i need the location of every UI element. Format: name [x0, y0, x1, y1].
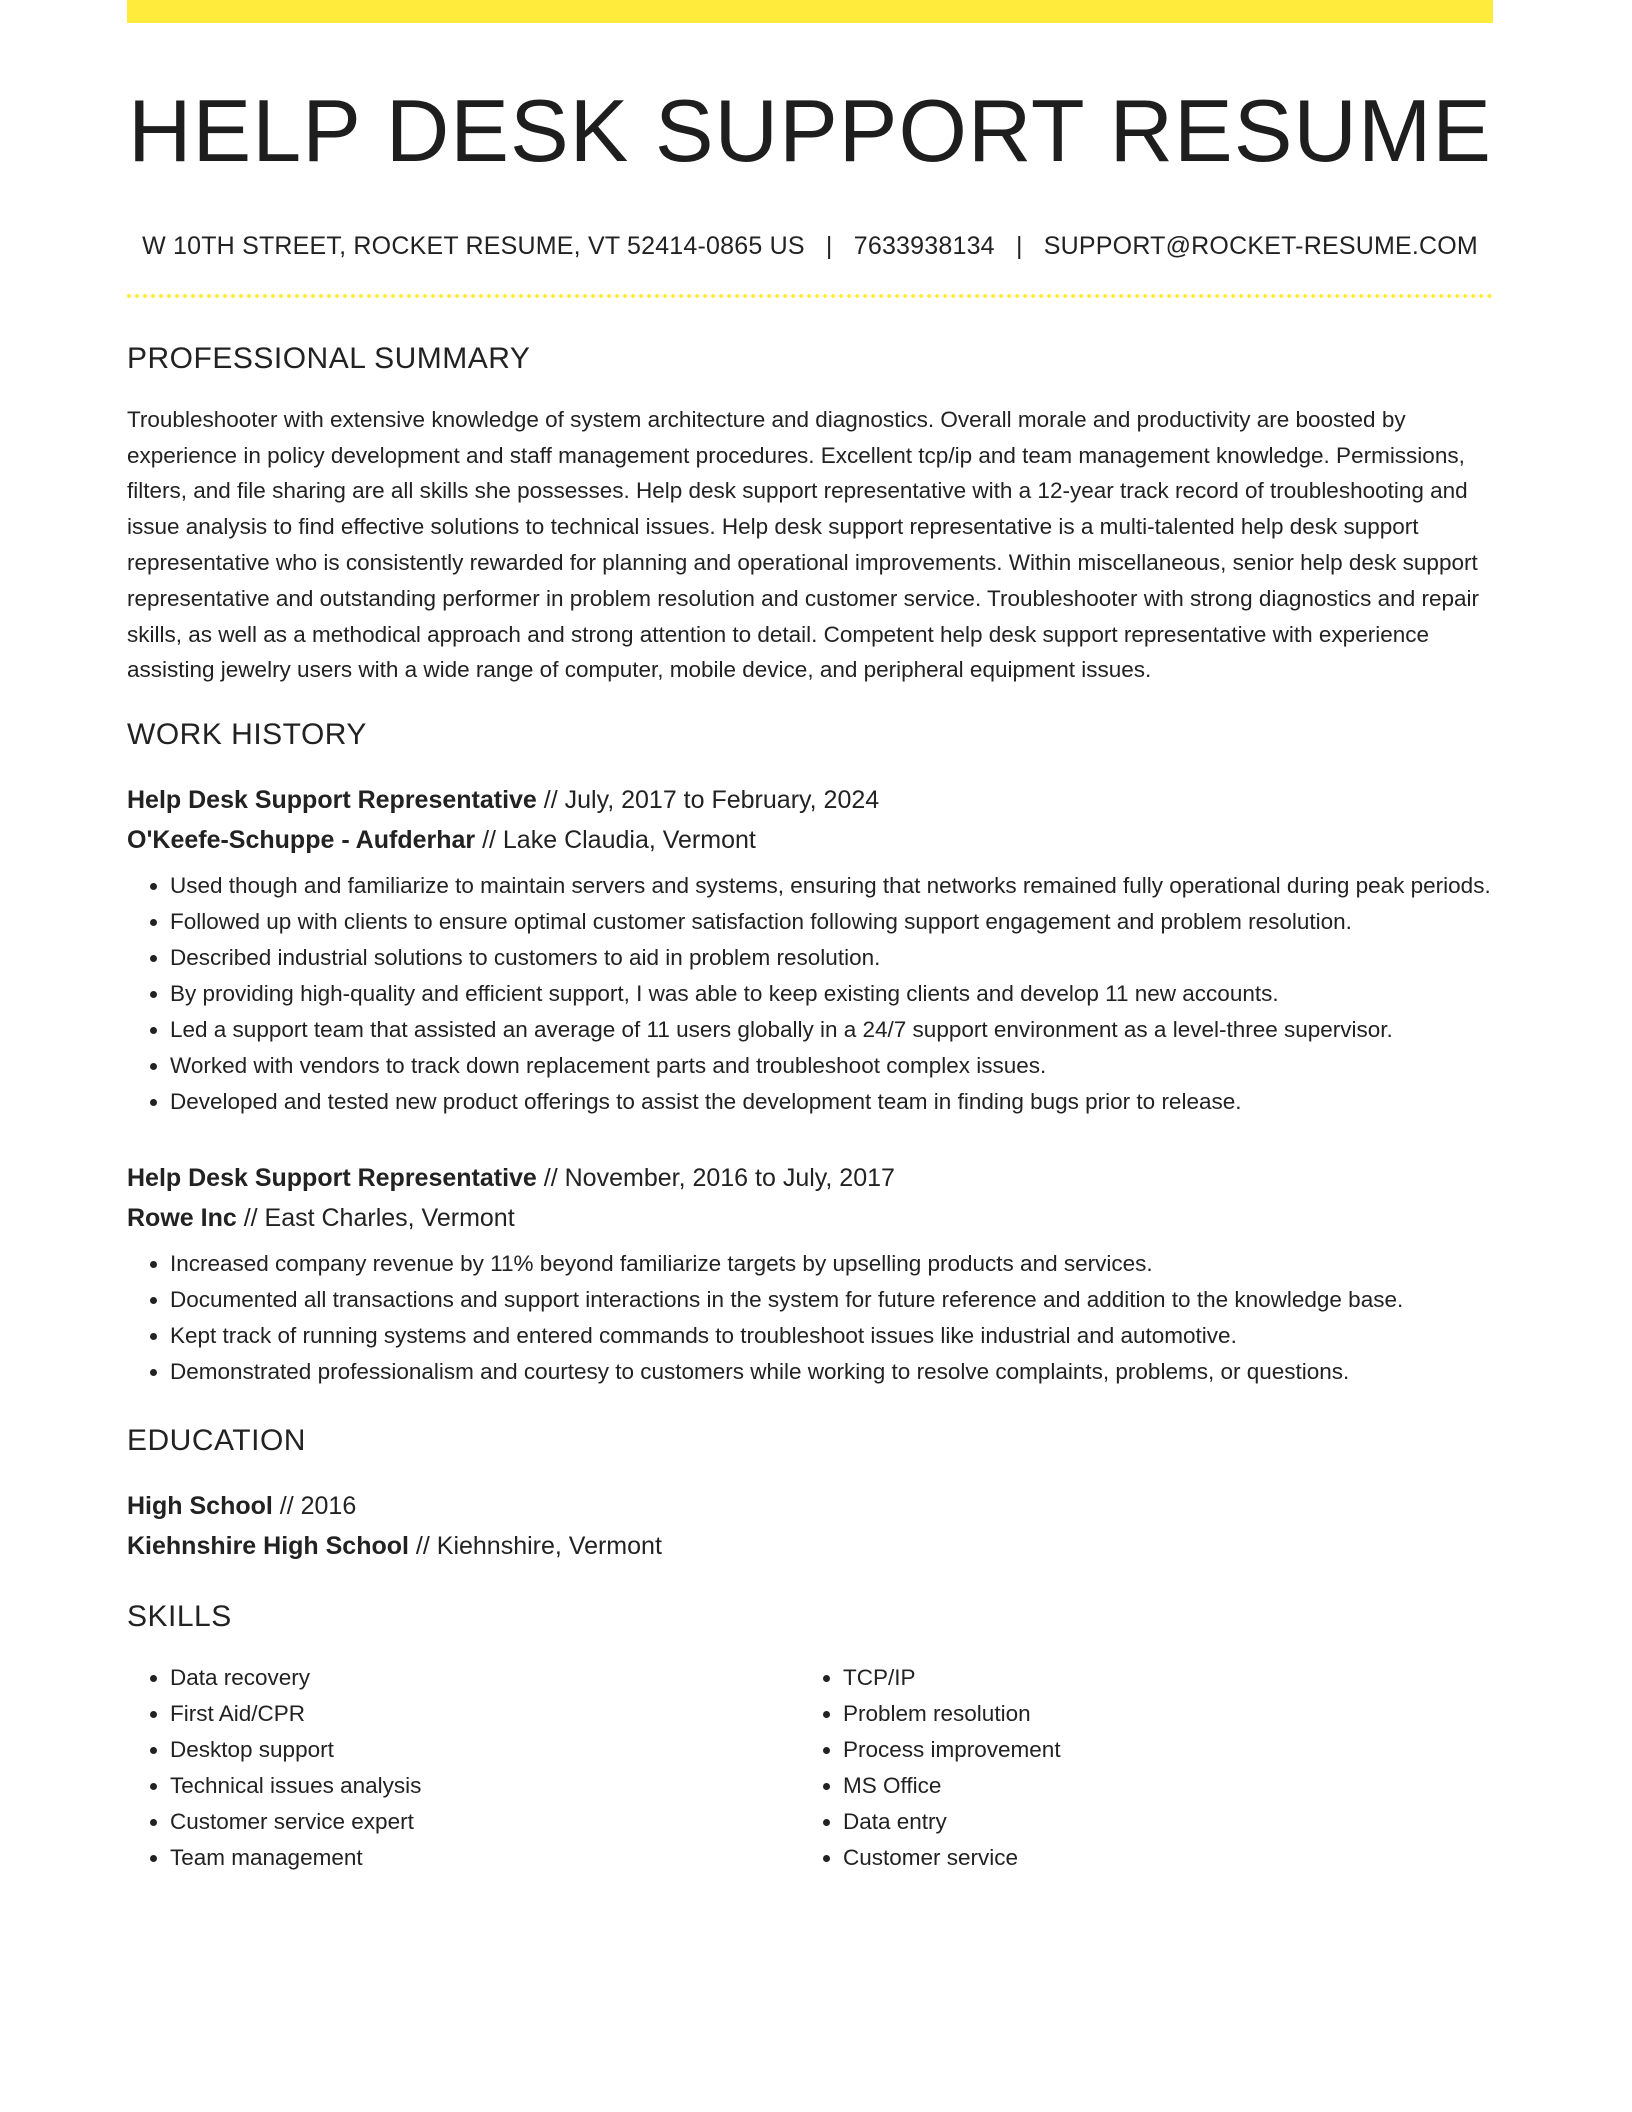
skill-item: • TCP/IP: [843, 1660, 1473, 1696]
address: W 10TH STREET, ROCKET RESUME, VT 52414-0865 US: [142, 231, 805, 260]
job-bullet: • Used though and familiarize to maintain servers and systems, ensuring that networks remained fully operational during peak periods.: [170, 868, 1493, 904]
summary-heading: PROFESSIONAL SUMMARY: [127, 341, 531, 375]
job-bullet: • Documented all transactions and support interactions in the system for future reference and addition to the knowledge base.: [170, 1282, 1493, 1318]
skill-item: • Desktop support: [170, 1732, 800, 1768]
skills-column-left: [127, 1660, 800, 1876]
job-location: // East Charles, Vermont: [236, 1204, 515, 1233]
job-bullet: • Increased company revenue by 11% beyond familiarize targets by upselling products and services.: [170, 1246, 1493, 1282]
job-company: O'Keefe-Schuppe - Aufderhar: [127, 826, 476, 855]
job-role: Help Desk Support Representative: [127, 786, 537, 815]
job-bullet: • By providing high-quality and efficient support, I was able to keep existing clients and develop 11 new accounts.: [170, 976, 1493, 1012]
resume-title: HELP DESK SUPPORT RESUME: [128, 81, 1492, 180]
education-location: // Kiehnshire, Vermont: [408, 1532, 662, 1561]
job-bullets: [127, 1246, 1493, 1390]
skill-item: • Customer service: [843, 1840, 1473, 1876]
job-company-line: [127, 820, 1493, 860]
contact-separator: |: [825, 231, 833, 260]
education-entry: [127, 1486, 1493, 1566]
summary-text: Troubleshooter with extensive knowledge of system architecture and diagnostics. Overall morale and productivity are boosted by experience in policy development and staff management procedures. Excellent tcp/ip and team management knowledge. Permissions, filters, and file sharing are all skills she possesses. Help desk support representative with a 12-year track record of troubleshooting and issue analysis to find effective solutions to technical issues. Help desk support representative is a multi-talented help desk support representative who is consistently rewarded for planning and operational improvements. Within miscellaneous, senior help desk support representative and outstanding performer in problem resolution and customer service. Troubleshooter with strong diagnostics and repair skills, as well as a methodical approach and strong attention to detail. Competent help desk support representative with experience assisting jewelry users with a wide range of computer, mobile device, and peripheral equipment issues.: [127, 406, 1479, 683]
resume-content: [127, 0, 1493, 1876]
skill-item: • Problem resolution: [843, 1696, 1473, 1732]
skill-item: • Customer service expert: [170, 1804, 800, 1840]
skill-item: • MS Office: [843, 1768, 1473, 1804]
skill-item: • Data recovery: [170, 1660, 800, 1696]
skill-item: • Team management: [170, 1840, 800, 1876]
education-school: Kiehnshire High School: [127, 1532, 409, 1561]
work-history-heading: WORK HISTORY: [127, 718, 367, 752]
education-degree-line: [127, 1486, 1493, 1526]
skill-item: • Data entry: [843, 1804, 1473, 1840]
phone: 7633938134: [853, 231, 995, 260]
contact-separator: |: [1015, 231, 1023, 260]
job-company: Rowe Inc: [127, 1204, 237, 1233]
skills-column-right: [800, 1660, 1473, 1876]
job-bullets: [127, 868, 1493, 1120]
job-bullet: • Worked with vendors to track down replacement parts and troubleshoot complex issues.: [170, 1048, 1493, 1084]
job-bullet: • Followed up with clients to ensure optimal customer satisfaction following support engagement and problem resolution.: [170, 904, 1493, 940]
job-bullet: • Developed and tested new product offerings to assist the development team in finding bugs prior to release.: [170, 1084, 1493, 1120]
job-role: Help Desk Support Representative: [127, 1164, 537, 1193]
job-bullet: • Led a support team that assisted an average of 11 users globally in a 24/7 support environment as a level-three supervisor.: [170, 1012, 1493, 1048]
job-dates: // November, 2016 to July, 2017: [536, 1164, 895, 1193]
job-bullet: • Demonstrated professionalism and courtesy to customers while working to resolve complaints, problems, or questions.: [170, 1354, 1493, 1390]
education-degree: High School: [127, 1492, 273, 1521]
contact-line: [127, 232, 1493, 261]
skills-heading: SKILLS: [127, 1600, 232, 1634]
education-year: // 2016: [272, 1492, 357, 1521]
job-dates: // July, 2017 to February, 2024: [536, 786, 880, 815]
job-role-line: [127, 1158, 1493, 1198]
job-entry: [127, 780, 1493, 1120]
education-heading: EDUCATION: [127, 1424, 306, 1458]
email: SUPPORT@ROCKET-RESUME.COM: [1043, 231, 1478, 260]
job-bullet: • Kept track of running systems and entered commands to troubleshoot issues like industrial and automotive.: [170, 1318, 1493, 1354]
job-role-line: [127, 780, 1493, 820]
job-bullet: • Described industrial solutions to customers to aid in problem resolution.: [170, 940, 1493, 976]
skill-item: • Technical issues analysis: [170, 1768, 800, 1804]
job-location: // Lake Claudia, Vermont: [475, 826, 756, 855]
job-entry: [127, 1158, 1493, 1390]
accent-bar: [127, 0, 1493, 23]
job-company-line: [127, 1198, 1493, 1238]
skill-item: • First Aid/CPR: [170, 1696, 800, 1732]
skill-item: • Process improvement: [843, 1732, 1473, 1768]
skills-list: [127, 1660, 1493, 1876]
dotted-divider: [127, 294, 1493, 298]
education-school-line: [127, 1526, 1493, 1566]
